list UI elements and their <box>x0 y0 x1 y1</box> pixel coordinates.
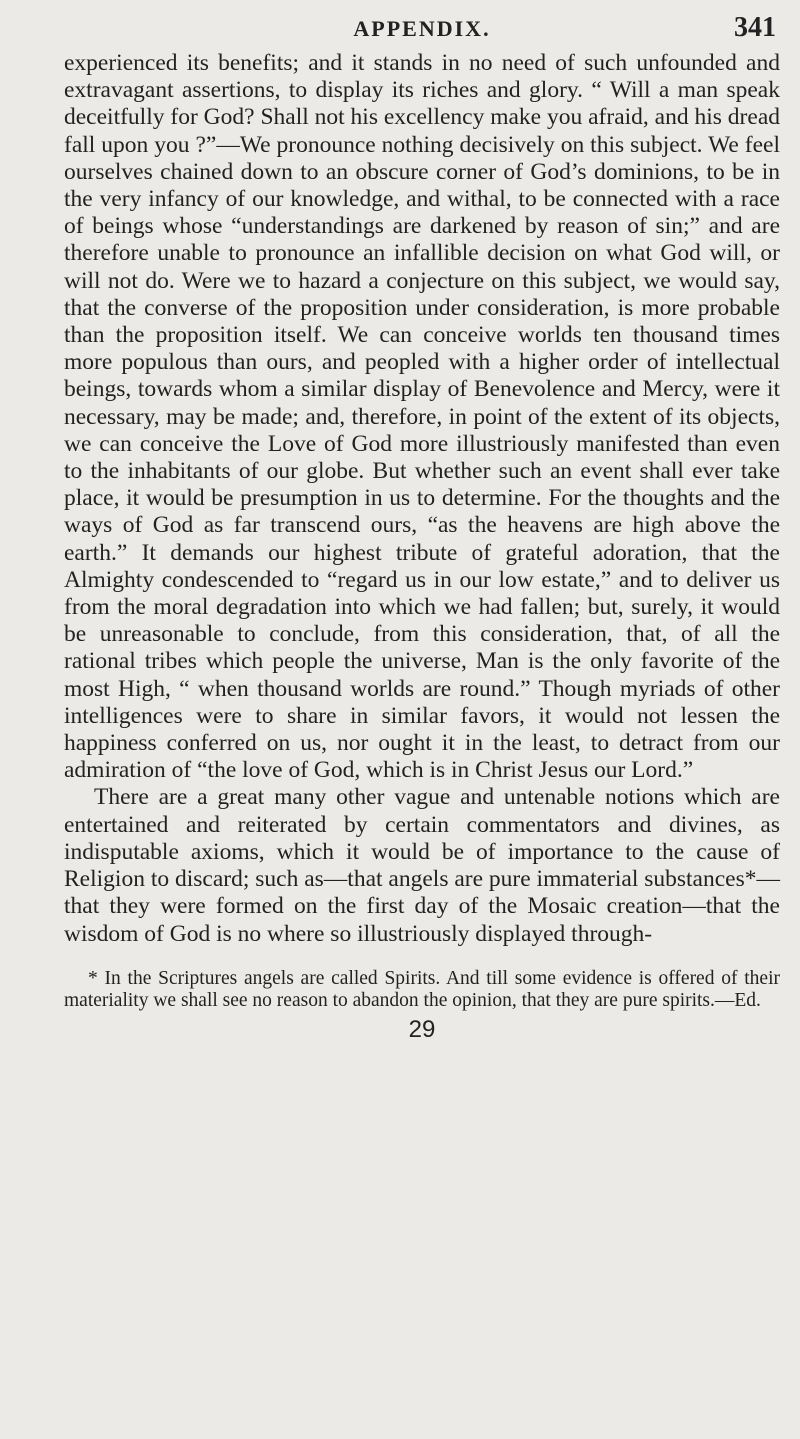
signature-mark: 29 <box>408 1015 436 1043</box>
running-head <box>64 10 780 50</box>
footnote: * In the Scriptures angels are called Spirits. And till some evidence is offered of their materiality we shall see no reason to abandon the opinion, that they are pure spirits.—Ed. <box>64 967 780 1011</box>
page-number: 341 <box>734 12 776 43</box>
paragraph: There are a great many other vague and untenable notions which are entertained and reiterated by certain commentators and divines, as indisputable axioms, which it would be of importance to the cause of Religion to discard; such as—that angels are pure immaterial substances*—that they were formed on the first day of the Mosaic creation—that the wisdom of God is no where so illustriously displayed through- <box>64 784 780 947</box>
body-text <box>64 50 780 948</box>
paragraph: experienced its benefits; and it stands in no need of such unfounded and extravagant assertions, to display its riches and glory. “ Will a man speak deceitfully for God? Shall not his excellency make you afraid, and his dread fall upon you ?”—We pronounce nothing decisively on this subject. We feel ourselves chained down to an obscure corner of God’s dominions, to be in the very infancy of our knowledge, and withal, to be connected with a race of beings whose “understandings are darkened by reason of sin;” and are therefore unable to pronounce an infallible decision on what God will, or will not do. Were we to hazard a conjecture on this subject, we would say, that the converse of the proposition under consideration, is more probable than the proposition itself. We can conceive worlds ten thousand times more populous than ours, and peopled with a higher order of intellectual beings, towards whom a similar display of Benevolence and Mercy, were it necessary, may be made; and, therefore, in point of the extent of its objects, we can conceive the Love of God more illustriously manifested than even to the inhabitants of our globe. But whether such an event shall ever take place, it would be presumption in us to determine. For the thoughts and the ways of God as far transcend ours, “as the heavens are high above the earth.” It demands our highest tribute of grateful adoration, that the Almighty condescended to “regard us in our low estate,” and to deliver us from the moral degradation into which we had fallen; but, surely, it would be unreasonable to conclude, from this consideration, that, of all the rational tribes which people the universe, Man is the only favorite of the most High, “ when thousand worlds are round.” Though myriads of other intelligences were to share in similar favors, it would not lessen the happiness conferred on us, nor ought it in the least, to detract from our admiration of “the love of God, which is in Christ Jesus our Lord.” <box>64 50 780 784</box>
header-title: APPENDIX. <box>353 16 491 41</box>
